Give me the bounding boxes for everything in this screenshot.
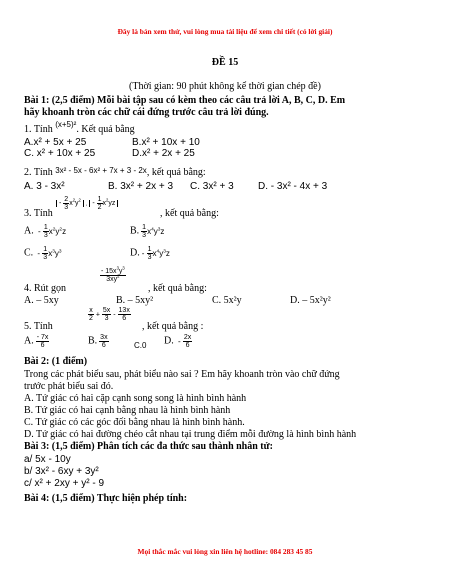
- exam-subtitle: (Thời gian: 90 phút không kể thời gian chép đề): [129, 81, 321, 92]
- q1-option-a: A.x² + 5x + 25: [24, 137, 87, 148]
- q3-abs-term2: - $\frac{1}{2}$ $x^2yz$: [89, 200, 118, 207]
- q2-prefix: 2. Tính: [24, 167, 53, 178]
- q2-line: [24, 167, 206, 179]
- q3-prefix: 3. Tính: [24, 208, 53, 219]
- bai3-item-b: b/ 3x² - 6xy + 3y²: [24, 466, 99, 477]
- bai4-heading: Bài 4: (1,5 điểm) Thực hiện phép tính:: [24, 493, 188, 504]
- bai1-heading-line1: Bài 1: (2,5 điểm) Mỗi bài tập sau có kèm theo các câu trả lời A, B, C, D. Em: [24, 95, 346, 106]
- q2-option-a: A. 3 - 3x²: [24, 181, 65, 192]
- q3-option-a: A. - $\frac{1}{3}$ $x^2y^2z$: [24, 224, 67, 239]
- q4-prefix: 4. Rút gọn: [24, 283, 66, 294]
- bai3-heading: Bài 3: (1,5 điểm) Phân tích các đa thức sau thành nhân tử:: [24, 441, 273, 452]
- bai2-option-c: C. Tứ giác có các góc đối bằng nhau là hình bình hành.: [24, 417, 245, 428]
- bai2-option-b: B. Tứ giác có hai cạnh bằng nhau là hình bình hành: [24, 405, 231, 416]
- bai3-item-c: c/ x² + 2xy + y² - 9: [24, 478, 105, 489]
- q4-suffix: , kết quả bằng:: [148, 283, 207, 294]
- q5-option-d: D. - $\frac{2x}{6}$: [164, 334, 192, 349]
- exam-title: ĐỀ 15: [211, 57, 239, 68]
- q3-suffix: , kết quả bằng:: [160, 208, 219, 219]
- q1-option-b: B.x² + 10x + 10: [132, 137, 200, 148]
- q5-option-a: A. $\frac{- 7x}{6}$: [24, 334, 49, 349]
- q3-option-b: B. $\frac{1}{3}$ $x^4y^3z$: [130, 224, 165, 239]
- q4-option-d: D. – 5x²y²: [290, 295, 331, 306]
- q5-suffix: , kết quả bằng :: [142, 321, 204, 332]
- q3-option-d: D. - $\frac{1}{3}$ $x^4y^3z$: [130, 246, 170, 261]
- q1-prefix: 1. Tính: [24, 124, 53, 135]
- q3-abs-term1: - $\frac{2}{3}$ $x^2y^2$: [56, 200, 84, 207]
- q3-option-c: C. - $\frac{1}{3}$ $x^3y^3$: [24, 246, 62, 261]
- q1-option-c: C. x² + 10x + 25: [24, 148, 96, 159]
- bai2-option-d: D. Tứ giác có hai đường chéo cắt nhau tại trung điểm mỗi đường là hình bình hành: [24, 429, 357, 440]
- q1-option-d: D.x² + 2x + 25: [132, 148, 195, 159]
- bai1-heading-line2: hãy khoanh tròn các chữ cái đứng trước câu trả lời đúng.: [24, 107, 269, 118]
- q5-option-c: C.0: [134, 341, 147, 350]
- preview-notice: Đây là bản xem thử, vui lòng mua tài liệu để xem chi tiết (có lời giải): [117, 27, 333, 36]
- q1-line: [24, 120, 135, 136]
- bai2-heading: Bài 2: (1 điểm): [24, 356, 88, 367]
- q4-expression: $\frac{- 15x^3y^3}{3xy^2}$: [101, 265, 125, 283]
- q2-option-b: B. 3x² + 2x + 3: [108, 181, 174, 192]
- q3-expression: - $\frac{2}{3}$ $x^2y^2$ . - $\frac{1}{2}$ $x^2yz$: [56, 196, 118, 211]
- q5-expression: $\frac{x}{2}$ + $\frac{5x}{3}$ - $\frac{13x}{6}$: [89, 307, 130, 322]
- bai2-option-a: A. Tứ giác có hai cặp cạnh song song là hình bình hành: [24, 393, 247, 404]
- hotline-footer: Mọi thắc mắc vui lòng xin liên hệ hotline: 084 283 45 85: [137, 547, 313, 556]
- q5-prefix: 5. Tính: [24, 321, 53, 332]
- bai2-intro-line2: trước phát biểu sai đó.: [24, 381, 114, 392]
- q4-option-b: B. – 5xy²: [116, 295, 154, 306]
- q2-option-d: D. - 3x² - 4x + 3: [258, 181, 328, 192]
- q4-option-a: A. – 5xy: [24, 295, 59, 306]
- q2-option-c: C. 3x² + 3: [190, 181, 234, 192]
- q2-expression: 3x² - 5x - 6x² + 7x + 3 - 2x: [55, 166, 147, 175]
- q2-suffix: , kết quả bằng:: [146, 167, 206, 178]
- q1-expression: (x+5)²: [55, 120, 77, 129]
- q4-option-c: C. 5x²y: [212, 295, 242, 306]
- bai2-intro-line1: Trong các phát biểu sau, phát biểu nào sai ? Em hãy khoanh tròn vào chữ đứng: [24, 369, 340, 380]
- bai3-item-a: a/ 5x - 10y: [24, 454, 71, 465]
- q5-option-b: B. $\frac{3x}{6}$: [88, 334, 108, 349]
- q1-suffix: . Kết quả bằng: [76, 124, 135, 135]
